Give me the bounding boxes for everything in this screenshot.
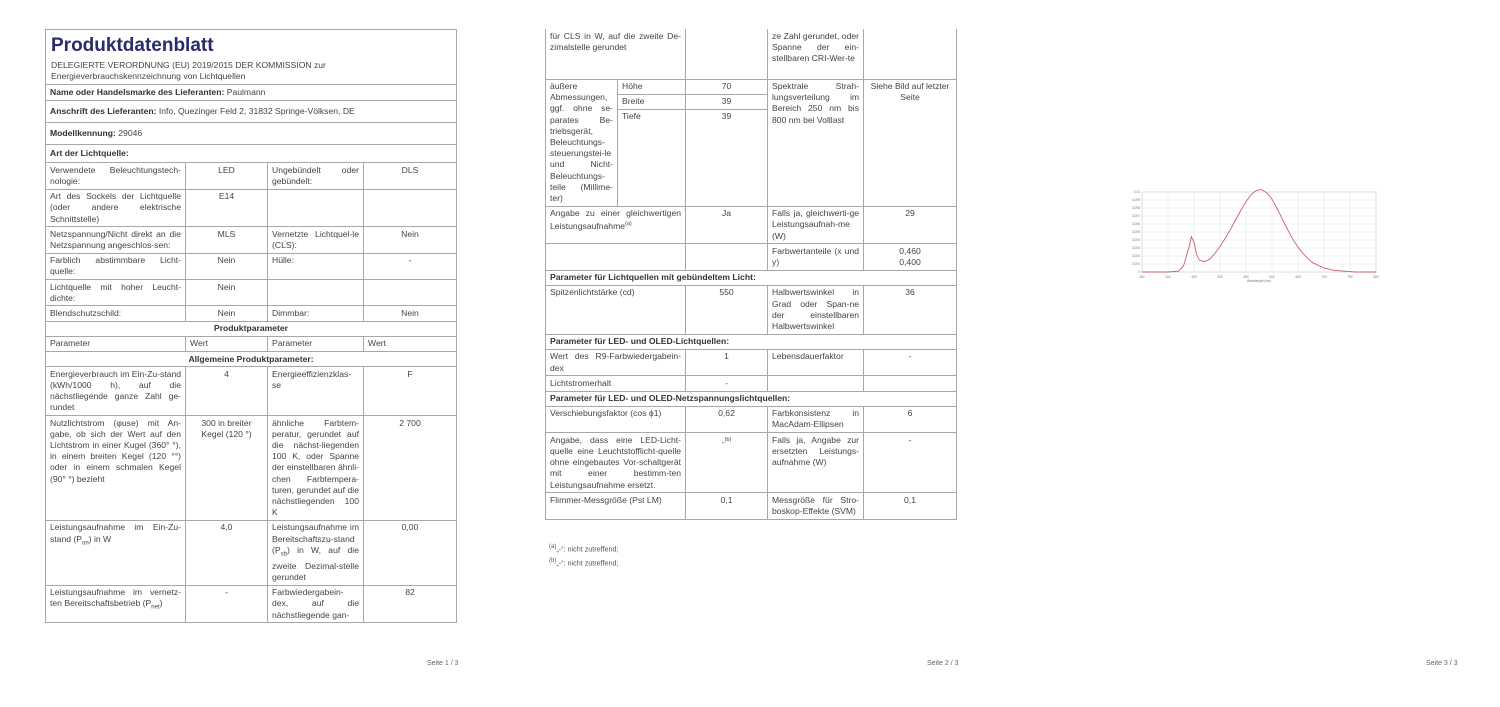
param-label: Farbkonsistenz in MacAdam-Ellipsen xyxy=(768,406,864,432)
param-label: ähnliche Farbtem-peratur, gerundet auf die nächst-liegenden 100 K, oder Spanne der einstellbaren ähnli-chen Farbtempera-turen, gerundet auf die nächstliegenden 100 K xyxy=(268,416,364,521)
data-point xyxy=(1334,270,1335,271)
spectral-distribution-chart xyxy=(1120,188,1380,283)
param-value xyxy=(364,280,457,306)
directional-params-header: Parameter für Lichtquellen mit gebündeltem Licht: xyxy=(546,270,957,285)
page-number: Seite 2 / 3 xyxy=(927,660,959,667)
data-point xyxy=(1230,229,1231,230)
data-point xyxy=(1313,263,1314,264)
data-point xyxy=(1303,253,1304,254)
param-label: Flimmer-Messgröße (Pst LM) xyxy=(546,493,686,519)
light-source-type-label: Art der Lichtquelle: xyxy=(50,148,129,159)
supplier-name: Paulmann xyxy=(226,86,266,97)
page-1 xyxy=(0,0,480,707)
data-point xyxy=(1344,271,1345,272)
data-point xyxy=(1266,192,1267,193)
x-tick-label: 400 xyxy=(1165,275,1171,279)
x-tick-label: 800 xyxy=(1373,275,1379,279)
table-row xyxy=(546,493,957,519)
page-3 xyxy=(1000,0,1500,707)
table-row xyxy=(46,367,457,416)
table-row xyxy=(546,433,957,493)
y-tick-label: 0,001 xyxy=(1132,262,1140,266)
regulation-text: DELEGIERTE VERORDNUNG (EU) 2019/2015 DER KOMMISSION zur Energieverbrauchskennzeichnung von Lichtquellen xyxy=(51,60,326,82)
y-tick-label: 0,002 xyxy=(1132,254,1140,258)
general-params-header: Allgemeine Produktparameter: xyxy=(46,352,457,367)
table-row xyxy=(546,349,957,375)
param-value: 4,0 xyxy=(186,520,268,585)
table-row xyxy=(546,29,957,79)
data-point xyxy=(1376,272,1377,273)
param-label xyxy=(268,189,364,227)
param-value: DLS xyxy=(364,163,457,189)
param-value: Nein xyxy=(186,306,268,321)
param-value: Nein xyxy=(186,253,268,279)
data-point xyxy=(1214,253,1215,254)
dimension-value: 39 xyxy=(721,111,732,122)
supplier-name-label: Name oder Handelsmarke des Lieferanten: xyxy=(50,86,225,97)
param-value: Siehe Bild auf letzter Seite xyxy=(864,79,957,206)
table-row xyxy=(546,376,957,391)
data-point xyxy=(1292,239,1293,240)
data-point xyxy=(1220,246,1221,247)
param-label: Energieeffizienzklas-se xyxy=(268,367,364,416)
table-row xyxy=(46,416,457,521)
param-label: Spitzenlichtstärke (cd) xyxy=(546,285,686,334)
table-row xyxy=(46,520,457,585)
x-tick-label: 650 xyxy=(1295,275,1301,279)
param-value: MLS xyxy=(186,227,268,253)
data-point xyxy=(1191,236,1192,237)
param-value: Nein xyxy=(364,306,457,321)
page-2 xyxy=(500,0,980,707)
table-row xyxy=(546,406,957,432)
y-tick-label: 0,01 xyxy=(1133,190,1140,194)
param-label: Netzspannung/Nicht direkt an die Netzspannung angeschlos-sen: xyxy=(46,227,186,253)
supplier-address: Info, Quezinger Feld 2, 31832 Springe-Völksen, DE xyxy=(158,105,355,116)
data-point xyxy=(1194,242,1195,243)
table-row xyxy=(46,163,457,189)
param-label: Vernetzte Lichtquel-le (CLS): xyxy=(268,227,364,253)
param-label: Messgröße für Stro-boskop-Effekte (SVM) xyxy=(768,493,864,519)
param-value: 36 xyxy=(864,285,957,334)
y-tick-label: 0,009 xyxy=(1132,198,1140,202)
model-label: Modellkennung: xyxy=(50,127,116,138)
param-value: 2 700 xyxy=(364,416,457,521)
param-value: - xyxy=(864,433,957,493)
param-label: Farbwiedergabein-dex, auf die nächstliegende gan- xyxy=(268,585,364,623)
param-value: 0,62 xyxy=(686,406,768,432)
table-row xyxy=(546,79,957,206)
data-point xyxy=(1298,247,1299,248)
param-value: 0,1 xyxy=(686,493,768,519)
param-value: 0,1 xyxy=(864,493,957,519)
data-point xyxy=(1178,271,1179,272)
table-row xyxy=(546,285,957,334)
param-value: 0,460 0,400 xyxy=(864,244,957,270)
param-label: Ungebündelt oder gebündelt: xyxy=(268,163,364,189)
page-number: Seite 1 / 3 xyxy=(427,660,459,667)
page-number: Seite 3 / 3 xyxy=(1426,660,1458,667)
table-row xyxy=(46,189,457,227)
led-params-header: Parameter für LED- und OLED-Lichtquellen: xyxy=(546,334,957,349)
param-label: Angabe, dass eine LED-Licht-quelle eine Leuchtstofflicht-quelle ohne eingebautes Vor-schaltgerät mit einer bestimm-ten Leistungsaufnahme ersetzt. xyxy=(546,433,686,493)
dimension-value: 39 xyxy=(686,95,767,110)
param-value: - xyxy=(686,376,768,391)
param-value: - xyxy=(364,253,457,279)
param-value xyxy=(364,189,457,227)
footnote-a: $^{(a)}$„-“: nicht zutreffend; xyxy=(549,544,619,554)
dimensions-label: äußere Abmessungen, ggf. ohne se-parates Be-triebsgerät, Beleuchtungs-steuerungstei-le und Nicht-Beleuchtungs-teile (Millime-ter) xyxy=(546,79,618,206)
table-row xyxy=(46,306,457,321)
mains-params-header: Parameter für LED- und OLED-Netzspannungslichtquellen: xyxy=(546,391,957,406)
x-tick-label: 750 xyxy=(1347,275,1353,279)
data-point xyxy=(1209,259,1210,260)
data-point xyxy=(1168,272,1169,273)
data-point xyxy=(1240,210,1241,211)
param-label: Farbwertanteile (x und y) xyxy=(768,244,864,270)
data-point xyxy=(1251,194,1252,195)
y-tick-label: 0,006 xyxy=(1132,222,1140,226)
data-point xyxy=(1256,190,1257,191)
footnote-b: $^{(b)}$„-“: nicht zutreffend; xyxy=(549,558,619,568)
data-point xyxy=(1199,260,1200,261)
param-label: Energieverbrauch im Ein-Zu-stand (kWh/1000 h), auf die nächstliegende ganze Zahl ge-rundet xyxy=(46,367,186,416)
param-value: F xyxy=(364,367,457,416)
datasheet-table-page-1 xyxy=(45,29,457,623)
y-tick-label: 0,008 xyxy=(1132,206,1140,210)
data-point xyxy=(1157,272,1158,273)
param-label: Lichtquelle mit hoher Leucht-dichte: xyxy=(46,280,186,306)
data-point xyxy=(1183,265,1184,266)
data-point xyxy=(1188,248,1189,249)
param-value: 6 xyxy=(864,406,957,432)
param-label: Lichtstromerhalt xyxy=(546,376,686,391)
param-label: Blendschutzschild: xyxy=(46,306,186,321)
data-point xyxy=(1204,261,1205,262)
table-row xyxy=(46,585,457,623)
model-id: 29046 xyxy=(118,127,143,138)
param-value: 29 xyxy=(864,206,957,244)
data-point xyxy=(1261,189,1262,190)
param-value: 1 xyxy=(686,349,768,375)
y-tick-label: 0,007 xyxy=(1132,214,1140,218)
param-value: LED xyxy=(186,163,268,189)
column-header: Parameter xyxy=(268,336,364,351)
y-tick-label: 0,005 xyxy=(1132,230,1140,234)
param-label xyxy=(268,280,364,306)
param-value: 300 in breiter Kegel (120 °) xyxy=(186,416,268,521)
x-tick-label: 600 xyxy=(1269,275,1275,279)
param-label: für CLS in W, auf die zweite De-zimalstelle gerundet xyxy=(546,29,686,79)
param-label: Halbwertswinkel in Grad oder Span-ne der einstellbaren Halbwertswinkel xyxy=(768,285,864,334)
x-tick-label: 350 xyxy=(1139,275,1145,279)
table-row xyxy=(46,280,457,306)
param-value: - xyxy=(186,585,268,623)
datasheet-table-page-2 xyxy=(545,29,957,520)
param-label: Verschiebungsfaktor (cos ϕ1) xyxy=(546,406,686,432)
param-value: -$^{(b)}$ xyxy=(686,433,768,493)
param-label: Wert des R9-Farbwiedergabein-dex xyxy=(546,349,686,375)
data-point xyxy=(1235,220,1236,221)
param-label: Farblich abstimmbare Licht-quelle: xyxy=(46,253,186,279)
y-tick-label: 0,004 xyxy=(1132,238,1140,242)
dimension-name: Höhe xyxy=(618,80,685,95)
param-value: Nein xyxy=(364,227,457,253)
dimension-value: 70 xyxy=(686,80,767,95)
param-label: Falls ja, gleichwerti-ge Leistungsaufnah-me (W) xyxy=(768,206,864,244)
column-header: Wert xyxy=(186,336,268,351)
param-label: Leistungsaufnahme im Bereitschaftszu-stand $(P_{sb})$ in W, auf die zweite Dezimal-stelle gerundet xyxy=(268,520,364,585)
x-tick-label: 700 xyxy=(1321,275,1327,279)
param-label: ze Zahl gerundet, oder Spanne der ein-stellbaren CRI-Wer-te xyxy=(768,29,864,79)
data-point xyxy=(1287,229,1288,230)
table-row xyxy=(546,244,957,270)
param-value: - xyxy=(864,349,957,375)
param-label: Lebensdauerfaktor xyxy=(768,349,864,375)
param-label: Spektrale Strah-lungsverteilung im Bereich 250 nm bis 800 nm bei Volllast xyxy=(768,79,864,206)
param-label: Hülle: xyxy=(268,253,364,279)
dimension-name: Tiefe xyxy=(622,111,641,122)
document-title: Produktdatenblatt xyxy=(51,35,214,56)
param-label: Nutzlichtstrom (φuse) mit An-gabe, ob sich der Wert auf den Lichtstrom in einer Kugel (360° °), in einem breiten Kegel (120 °°) oder in einem schmalen Kegel (90° °) bezieht xyxy=(46,416,186,521)
x-tick-label: 500 xyxy=(1217,275,1223,279)
param-label: Verwendete Beleuchtungstech-nologie: xyxy=(46,163,186,189)
param-label: Art des Sockels der Lichtquelle (oder andere elektrische Schnittstelle) xyxy=(46,189,186,227)
y-tick-label: 0 xyxy=(1138,270,1140,274)
x-tick-label: 550 xyxy=(1243,275,1249,279)
data-point xyxy=(1318,265,1319,266)
param-label: Dimmbar: xyxy=(268,306,364,321)
param-label: Falls ja, Angabe zur ersetzten Leistungs-aufnahme (W) xyxy=(768,433,864,493)
data-point xyxy=(1282,219,1283,220)
data-point xyxy=(1246,201,1247,202)
data-point xyxy=(1272,199,1273,200)
table-row xyxy=(46,227,457,253)
data-point xyxy=(1355,272,1356,273)
y-tick-label: 0,003 xyxy=(1132,246,1140,250)
x-tick-label: 450 xyxy=(1191,275,1197,279)
dimension-name: Breite xyxy=(618,95,685,110)
param-value: 82 xyxy=(364,585,457,623)
data-point xyxy=(1196,254,1197,255)
x-axis-label: Wavelength (nm) xyxy=(1246,279,1272,283)
param-value: 4 xyxy=(186,367,268,416)
data-point xyxy=(1142,272,1143,273)
supplier-address-label: Anschrift des Lieferanten: xyxy=(50,105,157,116)
table-row xyxy=(546,206,957,244)
data-point xyxy=(1225,238,1226,239)
param-value: 0,00 xyxy=(364,520,457,585)
param-label: Leistungsaufnahme im Ein-Zu-stand $(P_{on})$ in W xyxy=(46,520,186,585)
param-value: Ja xyxy=(686,206,768,244)
param-value: E14 xyxy=(186,189,268,227)
data-point xyxy=(1324,268,1325,269)
data-point xyxy=(1308,259,1309,260)
param-value: Nein xyxy=(186,280,268,306)
param-label: Leistungsaufnahme im vernetz-ten Bereitschaftsbetrieb $(P_{net})$ xyxy=(46,585,186,623)
column-header-row xyxy=(46,336,457,351)
table-row xyxy=(46,253,457,279)
param-value: 550 xyxy=(686,285,768,334)
param-label: Angabe zu einer gleichwertigen Leistungsaufnahme$^{(a)}$ xyxy=(546,206,686,244)
data-point xyxy=(1277,208,1278,209)
product-params-header: Produktparameter xyxy=(46,321,457,336)
column-header: Wert xyxy=(364,336,457,351)
data-point xyxy=(1365,272,1366,273)
column-header: Parameter xyxy=(46,336,186,351)
